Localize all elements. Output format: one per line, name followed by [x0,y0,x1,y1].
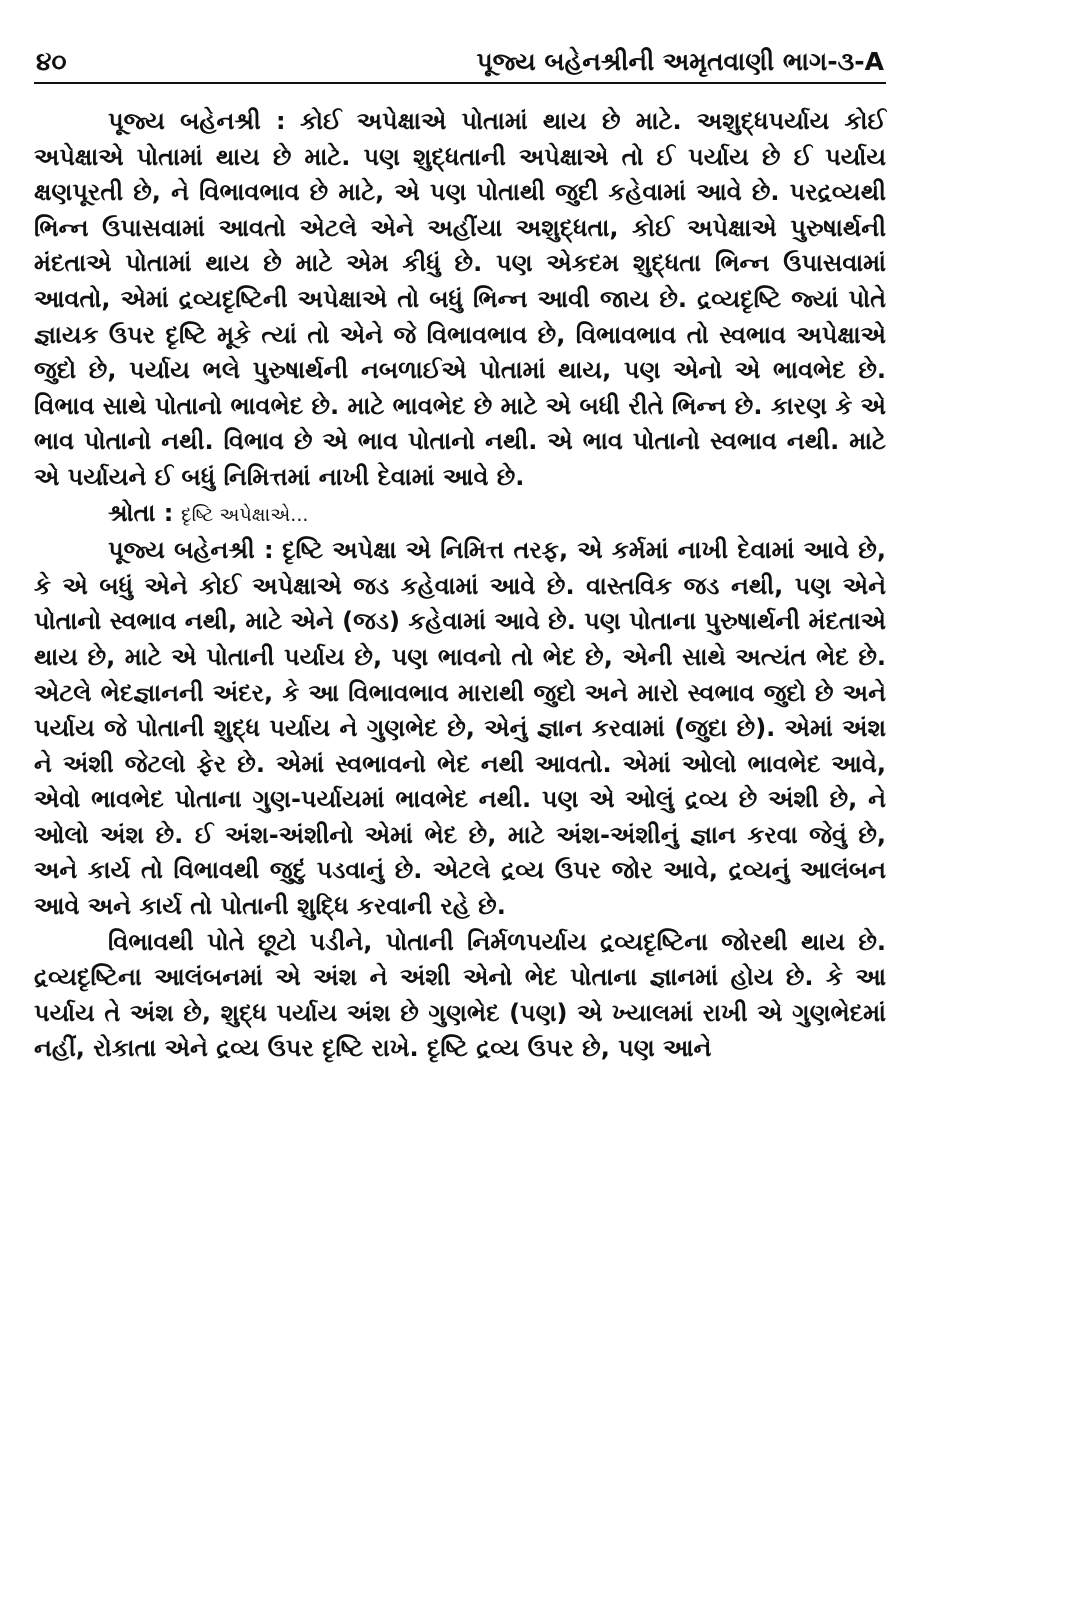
paragraph-text: દૃષ્ટિ અપેક્ષા એ નિમિત્ત તરફ, એ કર્મમાં નાખી દેવામાં આવે છે, કે એ બધું એને કોઈ અપેક્ષાએ જડ કહેવામાં આવે છે. વાસ્તવિક જડ નથી, પણ એને પોતાનો સ્વભાવ નથી, માટે એને (જડ) કહેવામાં આવે છે. પણ પોતાના પુરુષાર્થની મંદતાએ થાય છે, માટે એ પોતાની પર્યાય છે, પણ ભાવનો તો ભેદ છે, એની સાથે અત્યંત ભેદ છે. એટલે ભેદજ્ઞાનની અંદર, કે આ વિભાવભાવ મારાથી જુદો અને મારો સ્વભાવ જુદો છે અને પર્યાય જે પોતાની શુદ્ધ પર્યાય ને ગુણભેદ છે, એનું જ્ઞાન કરવામાં (જુદા છે). એમાં અંશ ને અંશી જેટલો ફેર છે. એમાં સ્વભાવનો ભેદ નથી આવતો. એમાં ઓલો ભાવભેદ આવે, એવો ભાવભેદ પોતાના ગુણ-પર્યાયમાં ભાવભેદ નથી. પણ એ ઓલું દ્રવ્ય છે અંશી છે, ને ઓલો અંશ છે. ઈ અંશ-અંશીનો એમાં ભેદ છે, માટે અંશ-અંશીનું જ્ઞાન કરવા જેવું છે, અને કાર્ય તો વિભાવથી જુદું પડવાનું છે. એટલે દ્રવ્ય ઉપર જોર આવે, દ્રવ્યનું આલંબન આવે અને કાર્ય તો પોતાની શુદ્ધિ કરવાની રહે છે. [34,536,886,921]
listener-text: દૃષ્ટિ અપેક્ષાએ... [180,503,309,526]
book-title: પૂજ્ય બહેનશ્રીની અમૃતવાણી ભાગ-૩-A [476,47,884,76]
paragraph-text: વિભાવથી પોતે છૂટો પડીને, પોતાની નિર્મળપર્યાય દ્રવ્યદૃષ્ટિના જોરથી થાય છે. દ્રવ્યદૃષ્ટિના આલંબનમાં એ અંશ ને અંશી એનો ભેદ પોતાના જ્ઞાનમાં હોય છે. કે આ પર્યાય તે અંશ છે, શુદ્ધ પર્યાય અંશ છે ગુણભેદ (પણ) એ ખ્યાલમાં રાખી એ ગુણભેદમાં નહીં, રોકાતા એને દ્રવ્ય ઉપર દૃષ્ટિ રાખે. દૃષ્ટિ દ્રવ્ય ઉપર છે, પણ આને [34,927,886,1063]
listener-label: શ્રોતા : [108,498,174,527]
paragraph-4 [34,925,886,1067]
page-header [34,40,886,84]
page-number: ૪૦ [36,47,67,76]
speaker-label: પૂજ્ય બહેનશ્રી : [108,107,286,135]
paragraph-1 [34,104,886,496]
page-body [34,104,886,1067]
speaker-label: પૂજ્ય બહેનશ્રી : [108,536,274,565]
paragraph-text: કોઈ અપેક્ષાએ પોતામાં થાય છે માટે. અશુદ્ધપર્યાય કોઈ અપેક્ષાએ પોતામાં થાય છે માટે. પણ શુદ્ધતાની અપેક્ષાએ તો ઈ પર્યાય છે ઈ પર્યાય ક્ષણપૂરતી છે, ને વિભાવભાવ છે માટે, એ પણ પોતાથી જુદી કહેવામાં આવે છે. પરદ્રવ્યથી ભિન્ન ઉપાસવામાં આવતો એટલે એને અહીંયા અશુદ્ધતા, કોઈ અપેક્ષાએ પુરુષાર્થની મંદતાએ પોતામાં થાય છે માટે એમ કીધું છે. પણ એકદમ શુદ્ધતા ભિન્ન ઉપાસવામાં આવતો, એમાં દ્રવ્યદૃષ્ટિની અપેક્ષાએ તો બધું ભિન્ન આવી જાય છે. દ્રવ્યદૃષ્ટિ જ્યાં પોતે જ્ઞાયક ઉપર દૃષ્ટિ મૂકે ત્યાં તો એને જે વિભાવભાવ છે, વિભાવભાવ તો સ્વભાવ અપેક્ષાએ જુદો છે, પર્યાય ભલે પુરુષાર્થની નબળાઈએ પોતામાં થાય, પણ એનો એ ભાવભેદ છે. વિભાવ સાથે પોતાનો ભાવભેદ છે. માટે ભાવભેદ છે માટે એ બધી રીતે ભિન્ન છે. કારણ કે એ ભાવ પોતાનો નથી. વિભાવ છે એ ભાવ પોતાનો નથી. એ ભાવ પોતાનો સ્વભાવ નથી. માટે એ પર્યાયને ઈ બધું નિમિત્તમાં નાખી દેવામાં આવે છે. [34,107,886,491]
paragraph-3 [34,533,886,925]
paragraph-2 [34,496,886,534]
book-page [34,40,886,1067]
